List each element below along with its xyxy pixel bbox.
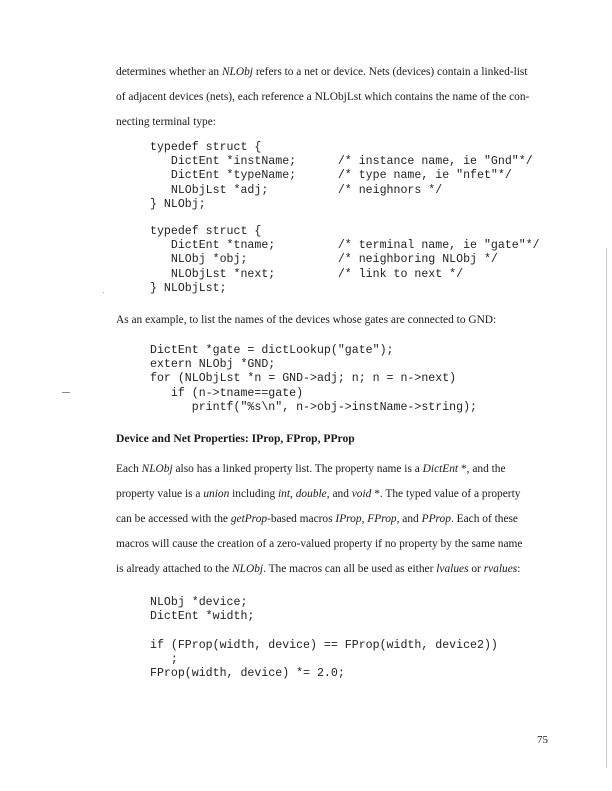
code-line: } NLObj; <box>150 197 206 211</box>
example-intro: As an example, to list the names of the devices whose gates are connected to GND: <box>116 314 497 326</box>
code-line: if (FProp(width, device) == FProp(width, device2)) <box>150 638 498 652</box>
code-line <box>150 624 498 638</box>
italic-term: double <box>295 488 327 500</box>
code-line: } NLObjLst; <box>150 281 227 295</box>
italic-term: int <box>278 488 291 500</box>
code-line: DictEnt *instName; /* instance name, ie "Gnd"*/ <box>150 155 533 169</box>
code-line: FProp(width, device) *= 2.0; <box>150 666 345 680</box>
code-line: NLObjLst *adj; /* neighnors */ <box>150 183 443 197</box>
code-line: NLObj *obj; /* neighboring NLObj */ <box>150 253 498 267</box>
code-line: NLObjLst *next; /* link to next */ <box>150 267 464 281</box>
text-line: property value is a union including int, double, and void *. The typed value of a property <box>116 488 521 500</box>
page-edge-shadow <box>606 248 607 768</box>
properties-paragraph <box>116 457 556 582</box>
italic-term: NLObj <box>232 563 264 575</box>
italic-term: union <box>203 488 230 500</box>
nlobj-struct-code <box>150 141 533 212</box>
code-line: extern NLObj *GND; <box>150 358 276 372</box>
code-line: printf("%s\n", n->obj->instName->string); <box>150 400 477 414</box>
text-line: is already attached to the NLObj. The macros can all be used as either lvalues or rvalues: <box>116 563 521 575</box>
italic-term: getProp <box>230 513 268 525</box>
code-line: DictEnt *width; <box>150 610 255 624</box>
code-line: for (NLObjLst *n = GND->adj; n; n = n->next) <box>150 372 457 386</box>
page-number: 75 <box>537 734 548 746</box>
italic-term: lvalues <box>436 563 469 575</box>
italic-term: NLObj <box>141 463 173 475</box>
code-line: typedef struct { <box>150 141 262 154</box>
text-line: Each NLObj also has a linked property list. The property name is a DictEnt *, and the <box>116 463 506 475</box>
italic-term: IProp <box>335 513 362 525</box>
intro-paragraph <box>116 60 556 135</box>
macros-code <box>150 596 498 681</box>
code-line: typedef struct { <box>150 225 262 238</box>
code-line: if (n->tname==gate) <box>150 386 304 400</box>
code-line: DictEnt *typeName; /* type name, ie "nfet"*/ <box>150 169 512 183</box>
code-line: NLObj *device; <box>150 596 248 609</box>
text-line: determines whether an NLObj refers to a net or device. Nets (devices) contain a linked-list <box>116 66 528 78</box>
code-line: ; <box>150 652 178 666</box>
code-line: DictEnt *tname; /* terminal name, ie "gate"*/ <box>150 239 540 253</box>
italic-term: void <box>351 488 372 500</box>
italic-term: rvalues <box>483 563 518 575</box>
example-code <box>150 344 477 415</box>
italic-term: PProp <box>421 513 451 525</box>
text-line: necting terminal type: <box>116 116 216 128</box>
scan-speck <box>103 292 104 293</box>
text-line: macros will cause the creation of a zero-valued property if no property by the same name <box>116 538 523 550</box>
italic-term: DictEnt <box>422 463 459 475</box>
code-line: DictEnt *gate = dictLookup("gate"); <box>150 344 394 357</box>
margin-mark <box>62 392 70 393</box>
nlobjlst-struct-code <box>150 225 540 296</box>
italic-term: FProp <box>367 513 397 525</box>
italic-term: NLObj <box>221 66 253 78</box>
text-line: can be accessed with the getProp-based macros IProp, FProp, and PProp. Each of these <box>116 513 518 525</box>
section-heading: Device and Net Properties: IProp, FProp, PProp <box>116 432 355 445</box>
text-line: of adjacent devices (nets), each reference a NLObjLst which contains the name of the con- <box>116 91 530 103</box>
